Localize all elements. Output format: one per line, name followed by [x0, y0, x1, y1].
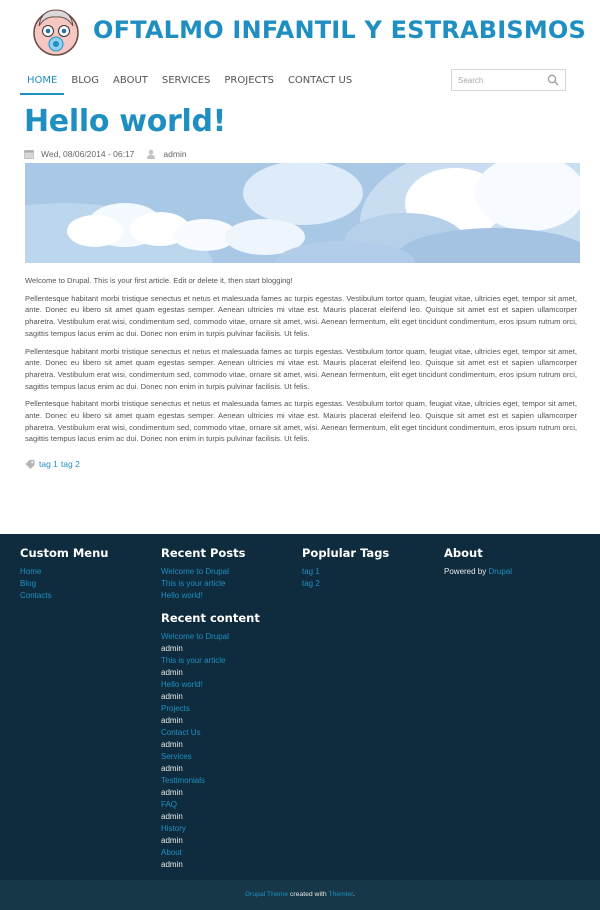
drupal-link[interactable]: Drupal: [488, 567, 513, 576]
nav-item-about[interactable]: ABOUT: [113, 75, 148, 86]
nav-item-blog[interactable]: BLOG: [71, 75, 100, 86]
tag-link[interactable]: tag 1: [39, 459, 58, 469]
recent-posts-block: [161, 546, 260, 871]
recent-content-link[interactable]: FAQ: [161, 800, 178, 809]
site-footer: [0, 534, 600, 880]
created-with-text: created with: [288, 891, 329, 898]
footer-link-blog[interactable]: Blog: [20, 579, 37, 588]
article-title[interactable]: Hello world!: [24, 104, 227, 139]
article-paragraph: Pellentesque habitant morbi tristique senectus et netus et malesuada fames ac turpis egestas. Vestibulum tortor quam, feugiat vitae, ultricies eget, tempor sit amet, ante. Donec eu libero sit amet quam egestas semper. Aenean ultricies mi vitae est. Mauris placerat eleifend leo. Quisque sit amet est et sapien ullamcorper pharetra. Vestibulum erat wisi, condimentum sed, commodo vitae, ornare sit amet, wisi. Aenean fermentum, elit eget tincidunt condimentum, eros ipsum rutrum orci, sagittis tempus lacus enim ac dui. Donec non enim in turpis pulvinar facilisis. Ut felis.: [25, 399, 577, 444]
site-name[interactable]: OFTALMO INFANTIL Y ESTRABISMOS: [93, 16, 586, 44]
recent-content-author: admin: [161, 764, 183, 773]
article-date: Wed, 08/06/2014 - 06:17: [41, 149, 135, 159]
nav-item-services[interactable]: SERVICES: [161, 75, 211, 86]
recent-content-author: admin: [161, 812, 183, 821]
recent-content-link[interactable]: Contact Us: [161, 728, 201, 737]
recent-content-link[interactable]: Services: [161, 752, 192, 761]
recent-content-link[interactable]: This is your article: [161, 656, 226, 665]
article-meta: [24, 147, 187, 161]
nav-item-home[interactable]: HOME: [20, 68, 64, 95]
themler-link[interactable]: Themler: [328, 891, 353, 898]
about-text: [444, 566, 512, 578]
main-nav: [20, 68, 359, 96]
powered-by-text: Powered by: [444, 567, 489, 576]
popular-tags-heading: Poplular Tags: [302, 546, 390, 560]
recent-content-author: admin: [161, 860, 183, 869]
copyright-end: .: [352, 891, 355, 898]
nav-item-contact-us[interactable]: CONTACT US: [287, 75, 353, 86]
tag-icon: [25, 459, 35, 469]
search-icon[interactable]: [547, 74, 559, 86]
article-body: [25, 275, 577, 451]
recent-content-author: admin: [161, 716, 183, 725]
about-block: [444, 546, 512, 578]
footer-tag-link[interactable]: tag 1: [302, 567, 320, 576]
article-intro: Welcome to Drupal. This is your first article. Edit or delete it, then start blogging!: [25, 276, 293, 285]
recent-content-author: admin: [161, 668, 183, 677]
article-paragraph: Pellentesque habitant morbi tristique senectus et netus et malesuada fames ac turpis egestas. Vestibulum tortor quam, feugiat vitae, ultricies eget, tempor sit amet, ante. Donec eu libero sit amet quam egestas semper. Aenean ultricies mi vitae est. Mauris placerat eleifend leo. Quisque sit amet est et sapien ullamcorper pharetra. Vestibulum erat wisi, condimentum sed, commodo vitae, ornare sit amet, wisi. Aenean fermentum, elit eget tincidunt condimentum, eros ipsum rutrum orci, sagittis tempus lacus enim ac dui. Donec non enim in turpis pulvinar facilisis. Ut felis.: [25, 346, 577, 391]
recent-post-link[interactable]: Hello world!: [161, 591, 203, 600]
recent-content-author: admin: [161, 740, 183, 749]
recent-content-link[interactable]: Hello world!: [161, 680, 203, 689]
footer-link-home[interactable]: Home: [20, 567, 42, 576]
recent-content-link[interactable]: History: [161, 824, 186, 833]
nav-item-projects[interactable]: PROJECTS: [224, 75, 274, 86]
footer-link-contacts[interactable]: Contacts: [20, 591, 52, 600]
about-heading: About: [444, 546, 483, 560]
popular-tags-block: [302, 546, 389, 590]
tag-link[interactable]: tag 2: [60, 459, 80, 469]
site-header: [0, 0, 600, 64]
recent-content-link[interactable]: About: [161, 848, 182, 857]
article-author[interactable]: admin: [163, 149, 187, 159]
recent-content-author: admin: [161, 692, 183, 701]
article-tags: [25, 459, 83, 469]
custom-menu-block: [20, 546, 108, 602]
search-box: [451, 69, 566, 91]
recent-content-author: admin: [161, 836, 183, 845]
recent-post-link[interactable]: Welcome to Drupal: [161, 567, 229, 576]
custom-menu-heading: Custom Menu: [20, 546, 109, 560]
sky-banner-image: [25, 163, 580, 263]
search-input[interactable]: [458, 73, 543, 87]
recent-content-link[interactable]: Welcome to Drupal: [161, 632, 229, 641]
recent-posts-heading: Recent Posts: [161, 546, 246, 560]
recent-post-link[interactable]: This is your article: [161, 579, 226, 588]
recent-content-link[interactable]: Testimonials: [161, 776, 206, 785]
baby-face-logo[interactable]: [31, 6, 81, 56]
drupal-theme-link[interactable]: Drupal Theme: [245, 891, 289, 898]
article-paragraph: Pellentesque habitant morbi tristique senectus et netus et malesuada fames ac turpis egestas. Vestibulum tortor quam, feugiat vitae, ultricies eget, tempor sit amet, ante. Donec eu libero sit amet quam egestas semper. Aenean ultricies mi vitae est. Mauris placerat eleifend leo. Quisque sit amet est et sapien ullamcorper pharetra. Vestibulum erat wisi, condimentum sed, commodo vitae, ornare sit amet, wisi. Aenean fermentum, elit eget tincidunt condimentum, eros ipsum rutrum orci, sagittis tempus lacus enim ac dui. Donec non enim in turpis pulvinar facilisis. Ut felis.: [25, 293, 577, 338]
recent-content-link[interactable]: Projects: [161, 704, 190, 713]
calendar-icon: [24, 149, 34, 159]
user-icon: [146, 149, 156, 159]
copyright-bar: [0, 880, 600, 910]
footer-tag-link[interactable]: tag 2: [302, 579, 320, 588]
recent-content-author: admin: [161, 788, 183, 797]
recent-content-heading: Recent content: [161, 611, 260, 625]
recent-content-author: admin: [161, 644, 183, 653]
